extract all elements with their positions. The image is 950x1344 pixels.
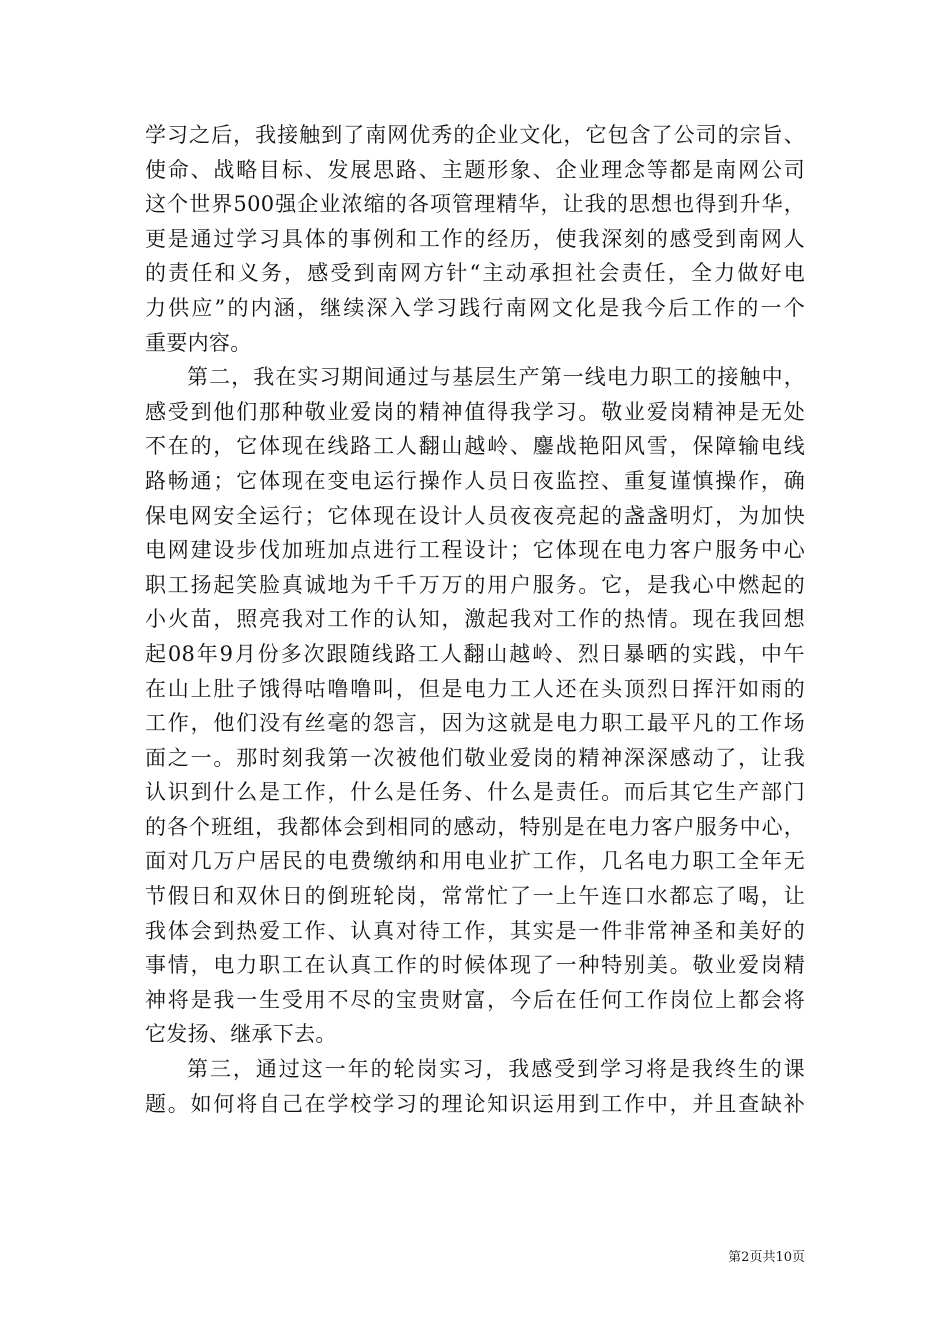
text-line: 题。如何将自己在学校学习的理论知识运用到工作中，并且查缺补 <box>145 1091 805 1116</box>
text-line: 它发扬、继承下去。 <box>145 1022 337 1047</box>
text-line: 第三，通过这一年的轮岗实习，我感受到学习将是我终生的课 <box>187 1057 805 1082</box>
text-line: 第二，我在实习期间通过与基层生产第一线电力职工的接触中， <box>187 365 805 390</box>
text-line: 起08年9月份多次跟随线路工人翻山越岭、烈日暴晒的实践，中午 <box>145 641 805 666</box>
text-line: 感受到他们那种敬业爱岗的精神值得我学习。敬业爱岗精神是无处 <box>145 399 805 424</box>
text-line: 电网建设步伐加班加点进行工程设计；它体现在电力客户服务中心 <box>145 538 805 563</box>
text-line: 路畅通；它体现在变电运行操作人员日夜监控、重复谨慎操作，确 <box>145 468 805 493</box>
text-line: 我体会到热爱工作、认真对待工作，其实是一件非常神圣和美好的 <box>145 918 805 943</box>
text-line: 节假日和双休日的倒班轮岗，常常忙了一上午连口水都忘了喝，让 <box>145 884 805 909</box>
text-line: 在山上肚子饿得咕噜噜叫，但是电力工人还在头顶烈日挥汗如雨的 <box>145 676 805 701</box>
text-line: 面对几万户居民的电费缴纳和用电业扩工作，几名电力职工全年无 <box>145 849 805 874</box>
text-line: 职工扬起笑脸真诚地为千千万万的用户服务。它，是我心中燃起的 <box>145 572 805 597</box>
text-line: 更是通过学习具体的事例和工作的经历，使我深刻的感受到南网人 <box>145 226 805 251</box>
text-line: 的各个班组，我都体会到相同的感动，特别是在电力客户服务中心， <box>145 814 805 839</box>
text-line: 不在的，它体现在线路工人翻山越岭、鏖战艳阳风雪，保障输电线 <box>145 434 805 459</box>
page-number: 第2页共10页 <box>728 1250 805 1265</box>
text-line: 保电网安全运行；它体现在设计人员夜夜亮起的盏盏明灯，为加快 <box>145 503 805 528</box>
text-line: 事情，电力职工在认真工作的时候体现了一种特别美。敬业爱岗精 <box>145 953 805 978</box>
text-line: 学习之后，我接触到了南网优秀的企业文化，它包含了公司的宗旨、 <box>145 123 805 147</box>
text-line: 使命、战略目标、发展思路、主题形象、企业理念等都是南网公司 <box>145 157 805 182</box>
document-body <box>145 118 805 1121</box>
text-line: 的责任和义务，感受到南网方针“主动承担社会责任，全力做好电 <box>145 261 805 286</box>
text-line: 神将是我一生受用不尽的宝贵财富，今后在任何工作岗位上都会将 <box>145 987 805 1012</box>
text-line: 小火苗，照亮我对工作的认知，激起我对工作的热情。现在我回想 <box>145 607 805 632</box>
text-line: 面之一。那时刻我第一次被他们敬业爱岗的精神深深感动了，让我 <box>145 745 805 770</box>
text-line: 这个世界500强企业浓缩的各项管理精华，让我的思想也得到升华， <box>145 192 805 217</box>
text-line: 重要内容。 <box>145 330 252 355</box>
text-line: 工作，他们没有丝毫的怨言，因为这就是电力职工最平凡的工作场 <box>145 711 805 736</box>
text-line: 力供应”的内涵，继续深入学习践行南网文化是我今后工作的一个 <box>145 295 805 320</box>
text-line: 认识到什么是工作，什么是任务、什么是责任。而后其它生产部门 <box>145 780 805 805</box>
